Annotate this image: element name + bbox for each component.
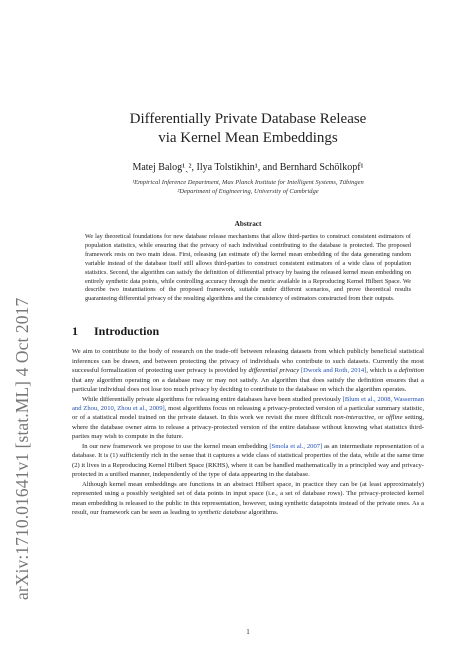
emphasis: differential privacy [248, 367, 300, 375]
title-line-1: Differentially Private Database Release [129, 111, 367, 127]
abstract [85, 220, 411, 304]
affiliations [72, 178, 424, 196]
arxiv-identifier-text: arXiv:1710.01641v1 [stat.ML] 4 Oct 2017 [12, 297, 32, 600]
text-run: algorithms. [246, 508, 279, 516]
section-heading [72, 324, 424, 339]
author-list: Matej Balog¹ˎ², Ilya Tolstikhin¹, and Bernhard Schölkopf¹ [132, 162, 364, 173]
intro-paragraph-1 [72, 347, 424, 394]
citation-link[interactable]: [Smola et al., 2007] [269, 442, 323, 450]
text-run: While differentially private algorithms for releasing entire databases have been studied previously [82, 395, 343, 403]
text-run: , or [374, 414, 386, 422]
text-run: , most algorithms focus on releasing a privacy-protected version of a particular summary statistic, or of a statistical model trained on the private dataset. In this work we revisit the more difficult [72, 404, 424, 422]
abstract-text: We lay theoretical foundations for new database release mechanisms that allow third-parties to construct consistent estimators of population statistics, while ensuring that the privacy of each individual contributing to the database is protected. The proposed framework rests on two main ideas. First, releasing (an estimate of) the kernel mean embedding of the data generating random variable instead of the database itself still allows third-parties to construct consistent estimators of a wide class of population statistics. Second, the algorithm can satisfy the definition of differential privacy by basing the released kernel mean embedding on entirely synthetic data points, while controlling accuracy through the metric available in a Reproducing Kernel Hilbert Space. We describe two instantiations of the proposed framework, suitable under different scenarios, and prove theoretical results guaranteeing differential privacy of the resulting algorithms and the consistency of estimators constructed from their outputs. [85, 233, 411, 303]
section-number: 1 [72, 324, 78, 339]
emphasis: synthetic database [197, 508, 247, 516]
emphasis: definition [398, 367, 424, 375]
text-run: In our new framework we propose to use the kernel mean embedding [82, 442, 270, 450]
abstract-heading: Abstract [234, 220, 262, 228]
intro-paragraph-3 [72, 442, 424, 480]
citation-link[interactable]: [Dwork and Roth, 2014] [299, 367, 367, 375]
intro-paragraph-4 [72, 480, 424, 518]
affiliation-1: ¹Empirical Inference Department, Max Planck Institute for Intelligent Systems, Tübingen [132, 179, 364, 186]
paper-title [72, 110, 424, 148]
arxiv-identifier [10, 208, 38, 600]
text-run: We aim to contribute to the body of research on the trade-off between releasing datasets from which publicly beneficial statistical inferences can be drawn, and between protecting the privacy of individuals who contribute to such datasets. Currently the most successful formalization of protecting user privacy is provided by [72, 348, 424, 375]
intro-paragraph-2 [72, 395, 424, 442]
text-run: as an intermediate representation of a database. It is (1) sufficiently rich in the sense that it captures a wide class of statistical properties of the data, while at the same time (2) it lives in a Reproducing Kernel Hilbert Space (RKHS), where it can be handled mathematically in a principled way and privacy-protected in a unified manner, independently of the type of data appearing in the database. [72, 442, 424, 479]
text-run: , which is a [366, 367, 399, 375]
text-run: Although kernel mean embeddings are functions in an abstract Hilbert space, in practice they can be (at least approximately) represented using a possibly weighted set of data points in input space (i.e., a set of database rows). The privacy-protected kernel mean embedding is released to the public in this representation, however, using synthetic datapoints instead of the private ones. As a result, our framework can be seen as leading to [72, 480, 424, 516]
emphasis: non-interactive [333, 414, 375, 422]
emphasis: offline [385, 414, 403, 422]
section-title: Introduction [94, 324, 160, 339]
title-line-2: via Kernel Mean Embeddings [158, 130, 338, 146]
citation-link[interactable]: [Blum et al., 2008, Wasserman and Zhou, 2010, Zhou et al., 2009] [72, 395, 424, 412]
affiliation-2: ²Department of Engineering, University of Cambridge [177, 188, 319, 195]
paper-page [72, 0, 424, 636]
page-number: 1 [246, 628, 250, 636]
introduction-body [72, 347, 424, 517]
text-run: setting, where the database owner aims to release a privacy-protected version of the entire database without knowing what statistics third-parties may wish to compute in the future. [72, 414, 424, 441]
text-run: that any algorithm operating on a database may or may not satisfy. An algorithm that does satisfy the definition ensures that a particular individual does not lose too much privacy by deciding to contribute to the database on which the algorithm operates. [72, 376, 424, 394]
